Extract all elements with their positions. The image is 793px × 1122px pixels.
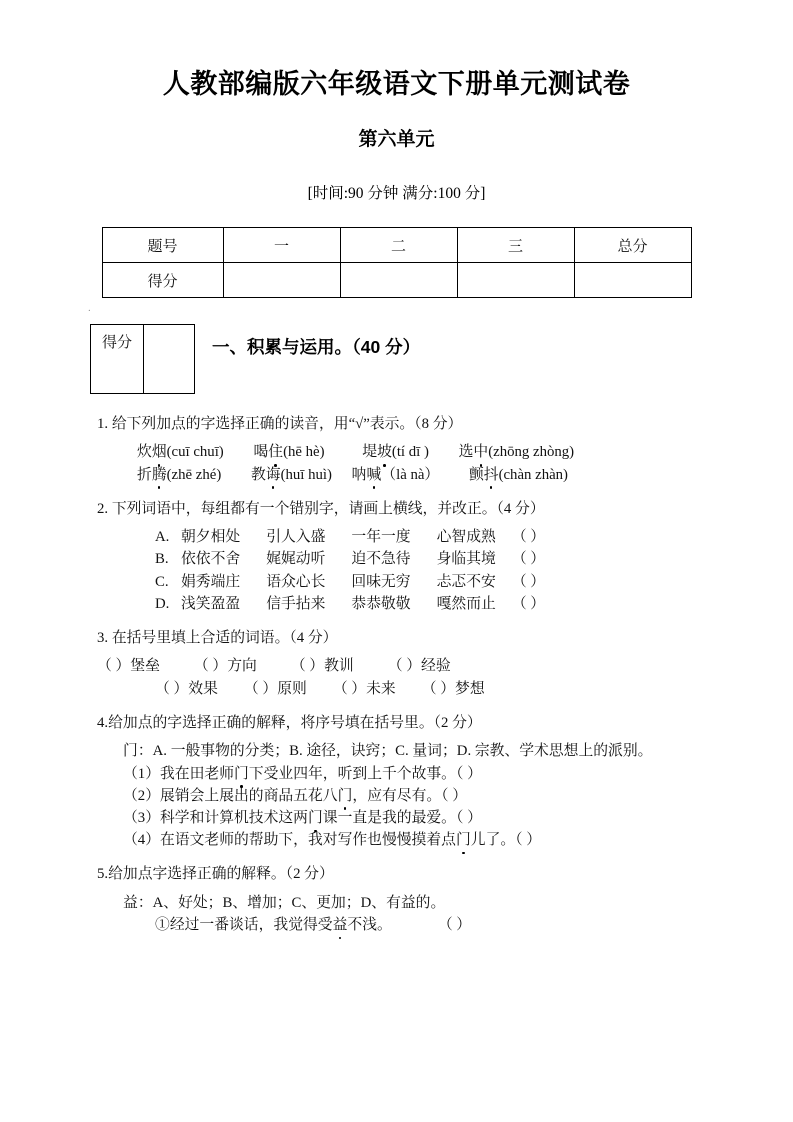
q3-blank-4[interactable]: （ ） [387, 658, 422, 675]
q1-item-4-pinyin: (zhōng zhòng) [488, 444, 575, 461]
q1-item-3[interactable] [362, 444, 429, 460]
q1-item-7-pre: 呐 [351, 466, 367, 483]
stray-mark: . [88, 302, 91, 314]
q4-item-2-label: （2） [123, 787, 160, 804]
option-b-item-3[interactable]: 迫不急待 [351, 551, 411, 568]
q1-item-1-dotted-char: 烟 [152, 441, 167, 463]
q4-item-3-pre: 科学和计算机技术这两 [160, 809, 308, 826]
q5-key-char: 益 [123, 894, 138, 911]
question-5-item-1 [97, 914, 753, 936]
section-title: 一、积累与运用。（40 分） [212, 337, 421, 357]
q1-item-3-pinyin: (tí dī ) [391, 444, 429, 461]
q1-item-2-pre: 喝 [253, 444, 269, 461]
section-score-label: 得分 [91, 325, 144, 393]
question-2 [97, 499, 753, 615]
q4-item-1-dotted-char: 门 [234, 763, 249, 785]
score-table-col-1: 一 [223, 228, 340, 263]
option-d-item-4[interactable]: 嘎然而止 [436, 595, 496, 612]
question-3-row-1 [97, 655, 753, 677]
q1-item-1-pre: 炊 [137, 444, 152, 461]
score-table-col-3: 三 [457, 228, 574, 263]
q3-word-1: 堡垒 [130, 658, 160, 675]
q3-blank-1[interactable]: （ ） [97, 658, 131, 675]
q4-item-3-post: 课一直是我的最爱。 [322, 809, 456, 826]
q1-item-1-pinyin: (cuī chuī) [166, 444, 224, 461]
q4-definitions-text: ：A. 一般事物的分类；B. 途径，诀窍；C. 量词；D. 宗教、学术思想上的派别。 [137, 743, 653, 760]
question-4 [97, 713, 753, 851]
q4-item-1-post: 下受业四年，听到上千个故事。 [248, 765, 456, 782]
q3-blank-8[interactable]: （ ） [421, 680, 456, 697]
q1-item-4[interactable] [459, 444, 575, 460]
q4-item-4-answer-blank[interactable]: （ ） [515, 832, 542, 849]
q4-item-4-dotted-char: 门 [456, 829, 471, 851]
q3-blank-5[interactable]: （ ） [155, 680, 189, 697]
option-d-item-3[interactable]: 恭恭敬敬 [351, 595, 411, 612]
question-2-option-a[interactable] [97, 526, 753, 548]
score-table-col-total: 总分 [574, 228, 691, 263]
option-a-item-4[interactable]: 心智成熟 [436, 529, 496, 546]
option-d-letter: D. [155, 595, 170, 612]
q4-item-4-pre: 在语文老师的帮助下，我对写作也慢慢摸着点 [160, 832, 456, 849]
q1-item-2[interactable] [253, 444, 324, 460]
score-table-col-2: 二 [340, 228, 457, 263]
question-1-number: 1. [97, 416, 109, 432]
question-3-stem [97, 628, 753, 649]
option-b-answer-blank[interactable]: （ ） [511, 551, 546, 568]
question-4-definitions [97, 740, 753, 762]
question-4-number: 4. [97, 714, 109, 731]
question-3 [97, 628, 753, 700]
question-4-item-3 [97, 807, 753, 829]
q4-key-char: 门 [123, 743, 138, 760]
question-1 [97, 414, 753, 486]
q1-item-5-pinyin: (zhē zhé) [166, 466, 222, 483]
q1-item-6-dotted-char: 诲 [266, 464, 281, 486]
score-cell-total[interactable] [574, 263, 691, 298]
q3-word-4: 经验 [421, 658, 451, 675]
q1-item-3-pre: 堤 [362, 444, 378, 461]
option-b-item-2[interactable]: 娓娓动听 [266, 551, 326, 568]
q1-item-4-dotted-char: 中 [473, 441, 488, 463]
q3-word-3: 教训 [324, 658, 354, 675]
page-title: 人教部编版六年级语文下册单元测试卷 [162, 69, 631, 99]
question-1-stem [97, 414, 753, 435]
question-2-option-c[interactable] [97, 571, 753, 593]
q1-item-6[interactable] [251, 467, 332, 483]
q1-item-1[interactable] [137, 444, 224, 460]
q4-item-1-answer-blank[interactable]: （ ） [455, 765, 482, 782]
q1-item-4-pre: 选 [458, 444, 474, 461]
question-2-text: 下列词语中，每组都有一个错别字，请画上横线，并改正。（4 分） [111, 500, 545, 517]
q5-item-1-pre: 经过一番谈话，我觉得受 [169, 916, 333, 933]
q3-blank-2[interactable]: （ ） [193, 658, 228, 675]
q1-item-8[interactable] [469, 467, 568, 483]
q4-item-3-label: （3） [123, 809, 160, 826]
score-table-row-label-score: 得分 [102, 263, 223, 298]
score-cell-3[interactable] [457, 263, 574, 298]
option-d-item-2[interactable]: 信手拈来 [266, 595, 326, 612]
section-score-box [90, 324, 195, 394]
q4-item-4-post: 儿了。 [470, 832, 516, 849]
option-c-item-3[interactable]: 回味无穷 [351, 573, 411, 590]
exam-meta: [时间:90 分钟 满分:100 分] [307, 185, 486, 202]
q3-blank-7[interactable]: （ ） [332, 680, 367, 697]
option-b-item-1[interactable]: 依依不舍 [181, 551, 241, 568]
score-table-container [0, 203, 793, 298]
q3-word-7: 未来 [366, 680, 396, 697]
q1-item-7-pinyin: （là nà） [381, 466, 440, 483]
q5-definitions-text: ：A、好处；B、增加；C、更加；D、有益的。 [137, 894, 446, 911]
page-subtitle: 第六单元 [358, 129, 435, 150]
q4-item-1-pre: 我在田老师 [160, 765, 234, 782]
q3-word-6: 原则 [277, 680, 307, 697]
question-5-definitions [97, 892, 753, 914]
question-5 [97, 864, 753, 936]
option-a-letter: A. [155, 529, 170, 546]
q1-item-8-pre: 颤 [468, 466, 484, 483]
table-row-scores [102, 263, 691, 298]
q4-item-2-post: ，应有尽有。 [352, 787, 442, 804]
q5-item-1-answer-blank[interactable]: （ ） [437, 916, 472, 933]
q1-item-6-pinyin: (huī huì) [280, 466, 332, 483]
option-a-answer-blank[interactable]: （ ） [511, 529, 546, 546]
question-1-line-2 [97, 464, 753, 486]
option-c-letter: C. [155, 573, 169, 590]
option-a-item-2[interactable]: 引人入盛 [266, 529, 326, 546]
q1-item-6-pre: 教 [250, 466, 266, 483]
option-c-item-2[interactable]: 语众心长 [266, 573, 326, 590]
q3-word-5: 效果 [188, 680, 218, 697]
section-score-value[interactable] [144, 325, 194, 393]
question-2-option-b[interactable] [97, 548, 753, 570]
table-row-question-numbers [102, 228, 691, 263]
question-4-text: 给加点的字选择正确的解释，将序号填在括号里。（2 分） [108, 714, 482, 731]
question-3-text: 在括号里填上合适的词语。（4 分） [111, 630, 338, 647]
question-4-item-2 [97, 785, 753, 807]
q3-blank-3[interactable]: （ ） [290, 658, 325, 675]
q4-item-2-pre: 展销会上展出的商品五花八 [160, 787, 338, 804]
q1-item-7-dotted-char: 喊 [366, 464, 381, 486]
q4-item-3-answer-blank[interactable]: （ ） [455, 809, 482, 826]
q1-item-8-dotted-char: 抖 [484, 464, 499, 486]
q1-item-2-dotted-char: 住 [268, 441, 283, 463]
q4-item-2-answer-blank[interactable]: （ ） [441, 787, 468, 804]
question-4-item-4 [97, 829, 753, 851]
q1-item-8-pinyin: (chàn zhàn) [498, 466, 568, 483]
q1-item-7[interactable] [352, 467, 440, 483]
score-table [102, 227, 692, 298]
score-table-row-label: 题号 [102, 228, 223, 263]
section-header [0, 324, 793, 396]
q1-item-5-dotted-char: 腾 [152, 464, 167, 486]
option-c-item-1[interactable]: 娟秀端庄 [181, 573, 241, 590]
option-a-item-1[interactable]: 朝夕相处 [181, 529, 241, 546]
option-b-letter: B. [155, 551, 169, 568]
question-1-line-1 [97, 441, 753, 463]
q1-item-3-dotted-char: 坡 [377, 441, 392, 463]
option-d-answer-blank[interactable]: （ ） [511, 595, 546, 612]
q1-item-5-pre: 折 [137, 466, 152, 483]
question-5-stem [97, 864, 753, 885]
q5-item-1-dotted-char: 益 [333, 914, 348, 936]
question-2-number: 2. [97, 500, 109, 517]
question-4-item-1 [97, 763, 753, 785]
q3-word-2: 方向 [227, 658, 257, 675]
q4-item-4-label: （4） [123, 832, 160, 849]
question-2-stem [97, 499, 753, 520]
questions-container [0, 414, 793, 936]
question-2-option-d[interactable] [97, 593, 753, 615]
score-cell-1[interactable] [223, 263, 340, 298]
option-c-answer-blank[interactable]: （ ） [511, 573, 546, 590]
option-d-item-1[interactable]: 浅笑盈盈 [181, 595, 241, 612]
question-3-number: 3. [97, 630, 109, 647]
option-b-item-4[interactable]: 身临其境 [436, 551, 496, 568]
option-a-item-3[interactable]: 一年一度 [351, 529, 411, 546]
q4-item-3-dotted-char: 门 [308, 807, 323, 829]
question-5-number: 5. [97, 866, 109, 883]
question-1-text: 给下列加点的字选择正确的读音，用“√”表示。（8 分） [111, 416, 463, 432]
question-5-text: 给加点字选择正确的解释。（2 分） [108, 866, 334, 883]
q5-item-1-post: 不浅。 [347, 916, 392, 933]
option-c-item-4[interactable]: 忐忑不安 [436, 573, 496, 590]
q1-item-2-pinyin: (hē hè) [283, 444, 325, 461]
q1-item-5[interactable] [137, 467, 221, 483]
question-4-stem [97, 713, 753, 734]
q3-word-8: 梦想 [455, 680, 485, 697]
q4-item-2-dotted-char: 门 [338, 785, 353, 807]
q4-item-1-label: （1） [123, 765, 160, 782]
q5-item-1-label: ① [155, 916, 170, 933]
q3-blank-6[interactable]: （ ） [243, 680, 278, 697]
question-3-row-2 [97, 678, 753, 700]
score-cell-2[interactable] [340, 263, 457, 298]
